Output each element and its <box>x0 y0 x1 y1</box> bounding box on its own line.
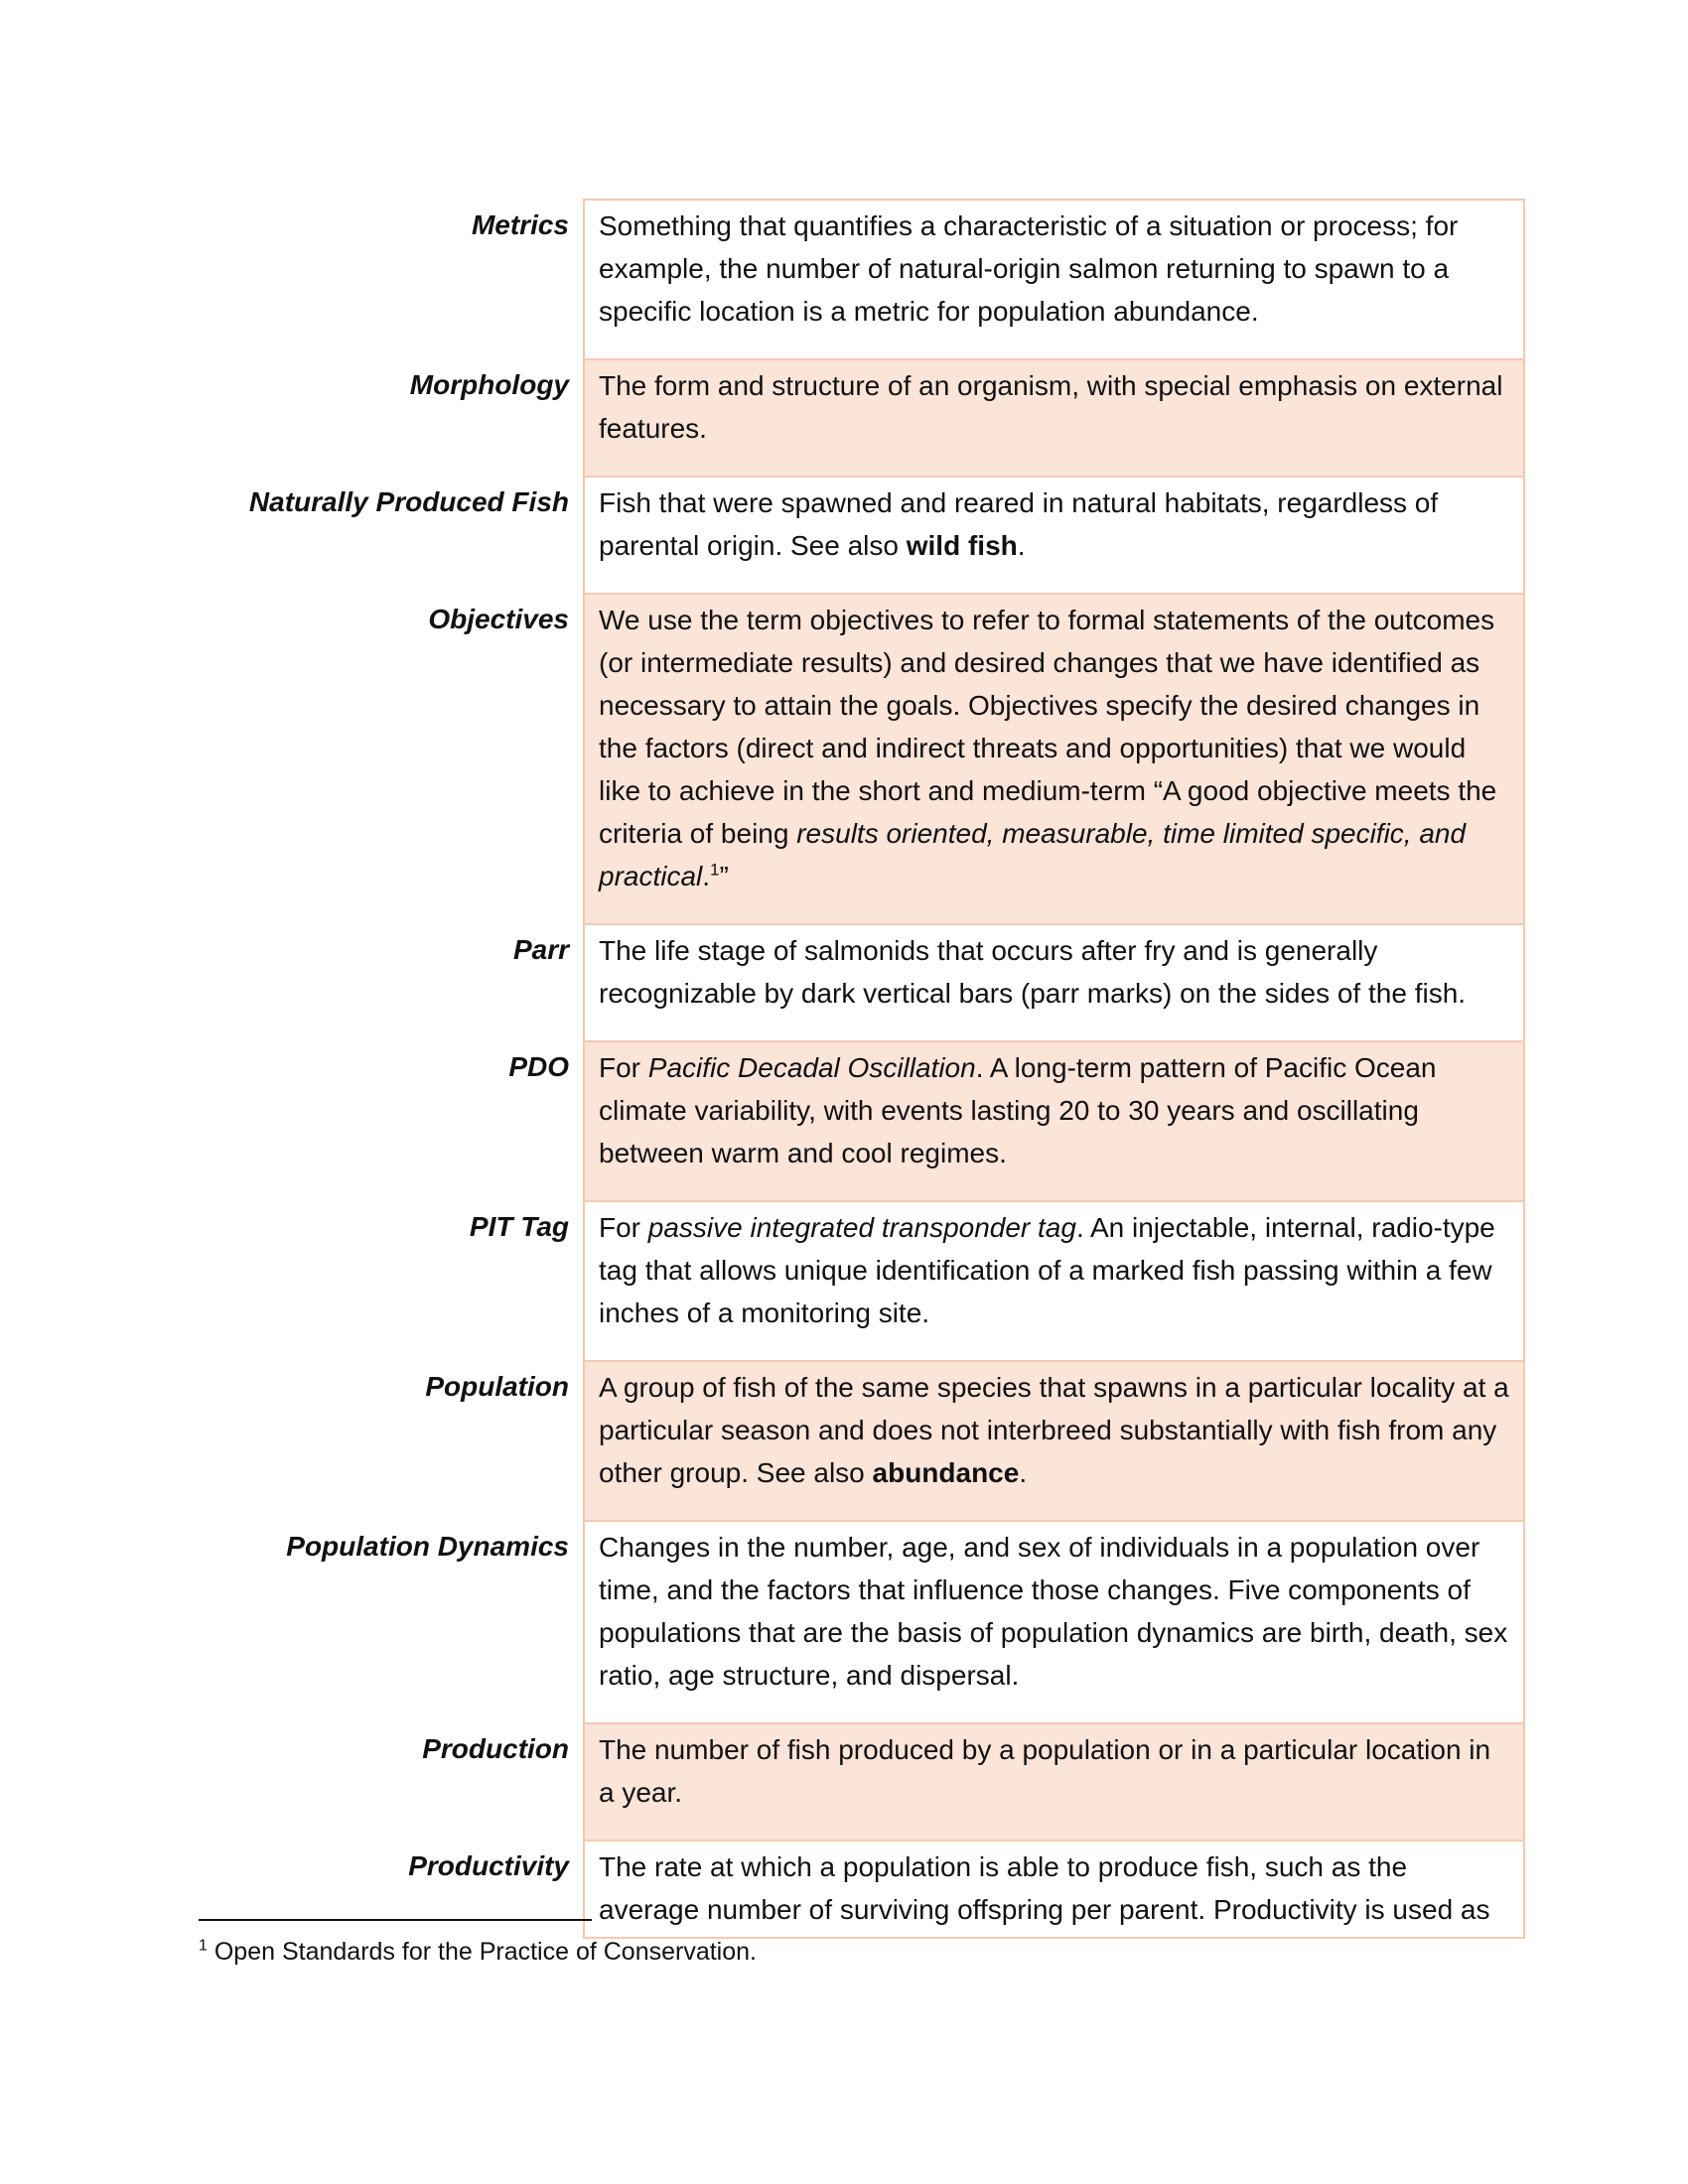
glossary-definition <box>584 1723 1524 1841</box>
definition-text: . <box>1017 530 1026 561</box>
glossary-term: PDO <box>508 1051 569 1082</box>
definition-text: Fish that were spawned and reared in natural habitats, regardless of parental origin. See also <box>599 487 1439 561</box>
glossary-definition <box>584 924 1524 1041</box>
glossary-definition <box>584 1521 1524 1723</box>
glossary-row <box>199 200 1524 359</box>
glossary-definition <box>584 200 1524 359</box>
definition-text: results oriented, measurable, time limited specific, and practical <box>599 818 1467 891</box>
definition-text: . An injectable, internal, radio-type tag that allows unique identification of a marked fish passing within a few inches of a monitoring site. <box>599 1212 1495 1328</box>
glossary-term: Metrics <box>471 209 569 240</box>
definition-text: passive integrated transponder tag <box>647 1212 1076 1243</box>
definition-text: ” <box>719 861 729 891</box>
definition-text: Something that quantifies a characteristic of a situation or process; for example, the number of natural-origin salmon returning to spawn to a specific location is a metric for population abundance. <box>599 210 1459 327</box>
footnote <box>199 1934 757 1970</box>
definition-text: The number of fish produced by a population or in a particular location in a year. <box>599 1734 1491 1808</box>
definition-text: Pacific Decadal Oscillation <box>647 1052 976 1083</box>
footnote-text: Open Standards for the Practice of Conservation. <box>213 1938 757 1966</box>
definition-text: abundance <box>872 1457 1020 1488</box>
glossary-row <box>199 1723 1524 1841</box>
definition-text: Changes in the number, age, and sex of individuals in a population over time, and the factors that influence those changes. Five components of populations that are the basis of population dynamics are birth, death, sex ratio, age structure, and dispersal. <box>599 1532 1508 1691</box>
glossary-body <box>199 200 1524 1938</box>
definition-text: . <box>1019 1457 1028 1488</box>
glossary-row <box>199 359 1524 477</box>
glossary-definition <box>584 594 1524 924</box>
definition-text: . A long-term pattern of Pacific Ocean climate variability, with events lasting 20 to 30 years and oscillating between warm and cool regimes. <box>599 1052 1437 1168</box>
glossary-row <box>199 1361 1524 1521</box>
glossary-term: Objectives <box>428 604 569 634</box>
footnote-marker: 1 <box>199 1937 208 1955</box>
definition-text: We use the term objectives to refer to formal statements of the outcomes (or intermediate results) and desired changes that we have identified as necessary to attain the goals. Objectives specify the desired changes in the factors (direct and indirect threats and opportunities) that we would like to achieve in the short and medium-term “A good objective meets the criteria of being <box>599 605 1497 849</box>
glossary-table <box>199 199 1525 1939</box>
definition-text: . <box>702 861 711 891</box>
glossary-term: Parr <box>512 934 569 965</box>
glossary-row <box>199 924 1524 1041</box>
glossary-term: Population Dynamics <box>286 1531 569 1562</box>
glossary-definition <box>584 1841 1524 1938</box>
glossary-definition <box>584 1041 1524 1201</box>
glossary-row <box>199 1201 1524 1361</box>
glossary-term: PIT Tag <box>469 1211 569 1242</box>
glossary-term: Naturally Produced Fish <box>248 486 569 517</box>
definition-text: wild fish <box>906 530 1018 561</box>
footnote-separator <box>199 1919 592 1921</box>
glossary-definition <box>584 477 1524 594</box>
glossary-row <box>199 1521 1524 1723</box>
glossary-row <box>199 1841 1524 1938</box>
glossary-term: Production <box>422 1733 569 1764</box>
definition-text: The form and structure of an organism, with special emphasis on external features. <box>599 370 1503 444</box>
glossary-row <box>199 477 1524 594</box>
glossary-term: Morphology <box>409 369 569 400</box>
definition-text: The rate at which a population is able to produce fish, such as the average number of surviving offspring per parent. Productivity is used as <box>599 1851 1490 1925</box>
glossary-definition <box>584 1201 1524 1361</box>
glossary-term: Productivity <box>408 1850 569 1881</box>
glossary-definition <box>584 359 1524 477</box>
glossary-row <box>199 594 1524 924</box>
definition-text: For <box>599 1212 648 1243</box>
definition-text: The life stage of salmonids that occurs after fry and is generally recognizable by dark vertical bars (parr marks) on the sides of the fish. <box>599 935 1467 1009</box>
definition-text: A group of fish of the same species that spawns in a particular locality at a particular season and does not interbreed substantially with fish from any other group. See also <box>599 1372 1509 1488</box>
footnote-reference: 1 <box>710 860 720 880</box>
glossary-row <box>199 1041 1524 1201</box>
definition-text: For <box>599 1052 648 1083</box>
glossary-term: Population <box>425 1371 569 1402</box>
glossary-definition <box>584 1361 1524 1521</box>
